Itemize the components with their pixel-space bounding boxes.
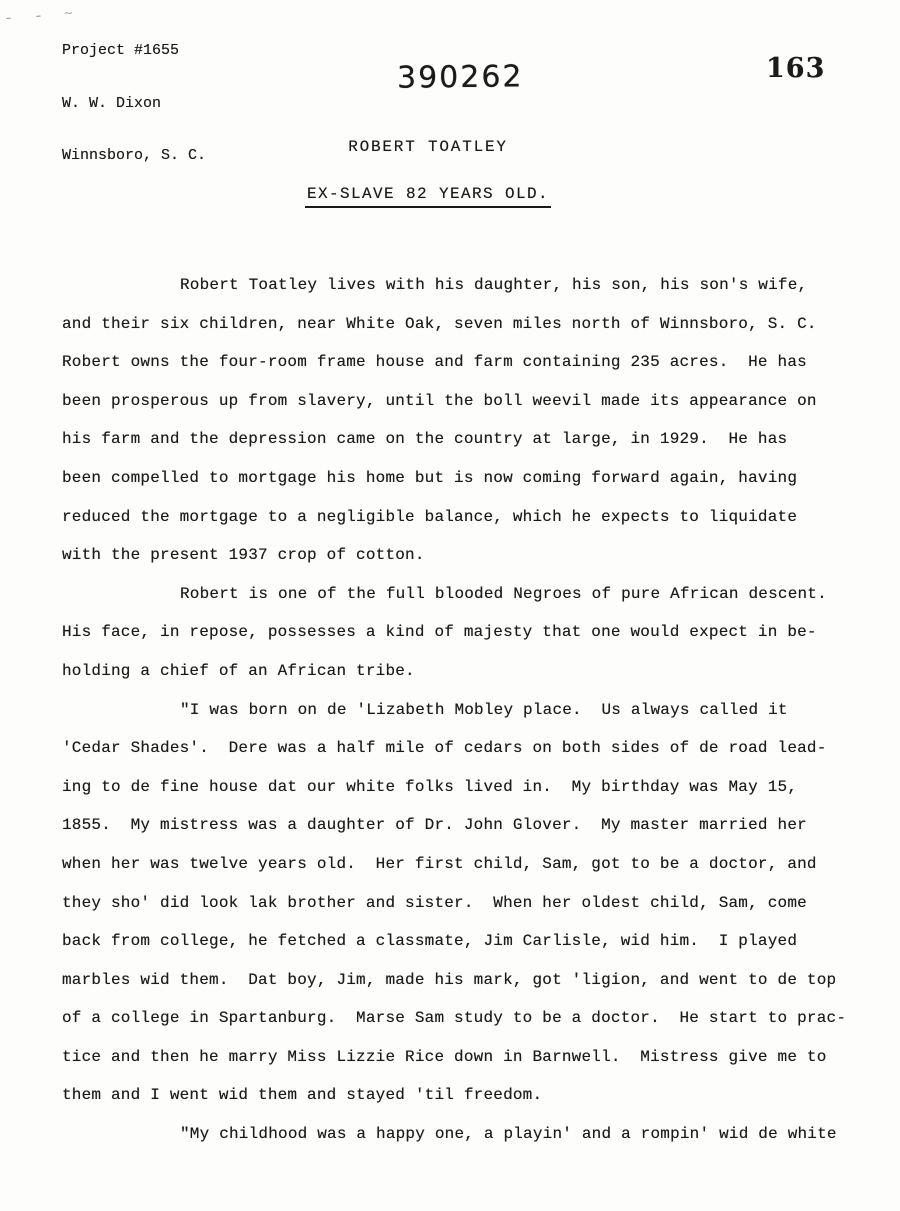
body-line: with the present 1937 crop of cotton. xyxy=(62,546,425,565)
author-name: W. W. Dixon xyxy=(62,94,162,112)
narrative-body xyxy=(62,276,862,1164)
corner-pen-marks: - - ~ xyxy=(3,5,80,28)
page-number: 163 xyxy=(766,53,826,84)
project-number: Project #1655 xyxy=(62,42,180,59)
body-line: reduced the mortgage to a negligible balance, which he expects to liquidate xyxy=(62,507,798,526)
body-line: tice and then he marry Miss Lizzie Rice down in Barnwell. Mistress give me to xyxy=(62,1047,827,1066)
document-title-block xyxy=(0,138,856,208)
body-line: been compelled to mortgage his home but is now coming forward again, having xyxy=(62,468,798,487)
body-line: when her was twelve years old. Her first child, Sam, got to be a doctor, and xyxy=(62,854,817,873)
accession-stamp: 390262 xyxy=(396,59,524,96)
body-line: "I was born on de 'Lizabeth Mobley place. Us always called it xyxy=(180,700,788,719)
author-location: Winnsboro, S. C. xyxy=(62,147,207,164)
body-line: back from college, he fetched a classmate, Jim Carlisle, wid him. I played xyxy=(62,932,798,951)
body-line: 1855. My mistress was a daughter of Dr. John Glover. My master married her xyxy=(62,816,807,835)
document-subtitle: EX-SLAVE 82 YEARS OLD. xyxy=(305,185,551,208)
body-line: marbles wid them. Dat boy, Jim, made his mark, got 'ligion, and went to de top xyxy=(62,970,837,989)
body-line: 'Cedar Shades'. Dere was a half mile of cedars on both sides of de road lead- xyxy=(62,739,827,758)
body-line: of a college in Spartanburg. Marse Sam study to be a doctor. He start to prac- xyxy=(62,1009,847,1028)
body-line: His face, in repose, possesses a kind of majesty that one would expect in be- xyxy=(62,623,817,642)
body-line: and their six children, near White Oak, seven miles north of Winnsboro, S. C. xyxy=(62,314,817,333)
body-line: Robert Toatley lives with his daughter, his son, his son's wife, xyxy=(180,276,808,294)
body-line: Robert is one of the full blooded Negroes of pure African descent. xyxy=(180,584,827,603)
body-line: ing to de fine house dat our white folks lived in. My birthday was May 15, xyxy=(62,777,798,796)
body-line: holding a chief of an African tribe. xyxy=(62,661,415,680)
body-line: "My childhood was a happy one, a playin' and a rompin' wid de white xyxy=(180,1125,837,1144)
body-line: them and I went wid them and stayed 'til freedom. xyxy=(62,1086,543,1105)
body-line: Robert owns the four-room frame house and farm containing 235 acres. He has xyxy=(62,353,807,372)
body-line: they sho' did look lak brother and sister. When her oldest child, Sam, come xyxy=(62,893,807,912)
interviewee-name: ROBERT TOATLEY xyxy=(348,138,508,156)
body-line: his farm and the depression came on the country at large, in 1929. He has xyxy=(62,430,788,449)
body-line: been prosperous up from slavery, until the boll weevil made its appearance on xyxy=(62,391,817,410)
